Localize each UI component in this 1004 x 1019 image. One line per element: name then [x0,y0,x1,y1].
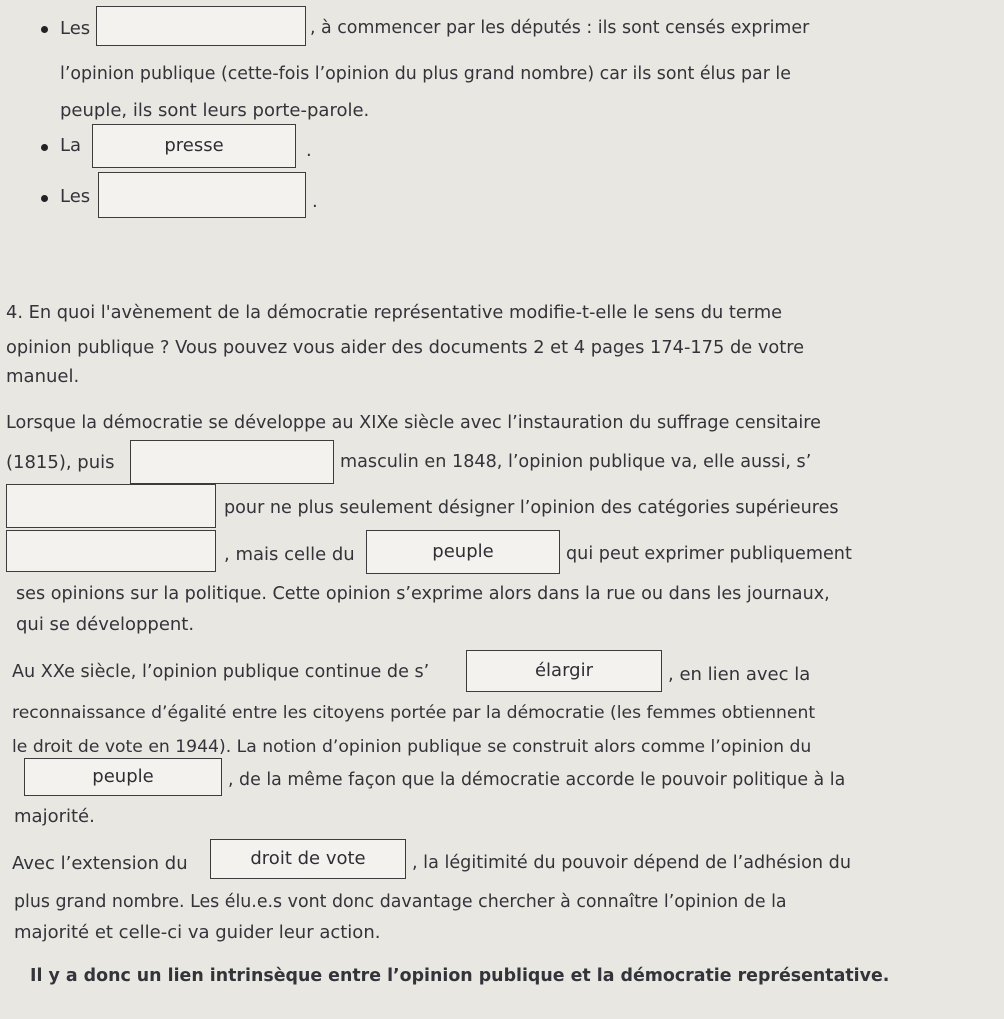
p3-line3: majorité et celle-ci va guider leur action. [14,922,381,943]
bullet2-prefix: La [60,135,82,156]
p2-line3: le droit de vote en 1944). La notion d’opinion publique se construit alors comme l’opinion du [12,737,812,757]
bullet1-cont-line1: l’opinion publique (cette-fois l’opinion du plus grand nombre) car ils sont élus par le [60,64,791,84]
p2-line1b: , en lien avec la [668,664,811,685]
p1-line5: ses opinions sur la politique. Cette opinion s’exprime alors dans la rue ou dans les journaux, [16,584,830,604]
p1-line2b: masculin en 1848, l’opinion publique va, elle aussi, s’ [340,452,812,472]
p2-line4: , de la même façon que la démocratie accorde le pouvoir politique à la [228,770,846,790]
p1-line2a: (1815), puis [6,452,115,473]
bullet3-prefix: Les [60,186,91,207]
question-line1: 4. En quoi l'avènement de la démocratie représentative modifie-t-elle le sens du terme [6,302,783,323]
p1-line1: Lorsque la démocratie se développe au XIXe siècle avec l’instauration du suffrage censitaire [6,413,821,433]
p1-line4b: qui peut exprimer publiquement [566,544,852,564]
answer-box-elargir[interactable] [6,484,216,528]
p1-line3: pour ne plus seulement désigner l’opinion des catégories supérieures [224,498,839,518]
question-line2: opinion publique ? Vous pouvez vous aider des documents 2 et 4 pages 174-175 de votre [6,337,805,358]
answer-box-bullet3[interactable] [98,172,306,218]
answer-box-peuple[interactable]: peuple [366,530,560,574]
bullet2-suffix: . [306,140,312,161]
answer-box-bullet1[interactable] [96,6,306,46]
p3-line2: plus grand nombre. Les élu.e.s vont donc davantage chercher à connaître l’opinion de la [14,892,787,912]
answer-box-categories[interactable] [6,530,216,572]
answer-box-elargir2[interactable]: élargir [466,650,662,692]
bullet-dot [41,195,48,202]
p3-line1b: , la légitimité du pouvoir dépend de l’adhésion du [412,853,851,873]
bullet1-prefix: Les [60,18,91,39]
bullet-dot [41,144,48,151]
p3-line1a: Avec l’extension du [12,853,188,874]
answer-box-peuple2[interactable]: peuple [24,758,222,796]
conclusion: Il y a donc un lien intrinsèque entre l’opinion publique et la démocratie représentative. [30,966,890,986]
p2-line1a: Au XXe siècle, l’opinion publique continue de s’ [12,662,430,682]
p2-line5: majorité. [14,806,95,827]
bullet1-cont-line2: peuple, ils sont leurs porte-parole. [60,100,370,121]
answer-box-bullet2[interactable]: presse [92,124,296,168]
p2-line2: reconnaissance d’égalité entre les citoyens portée par la démocratie (les femmes obtiennent [12,703,816,723]
answer-box-droit-de-vote[interactable]: droit de vote [210,839,406,879]
question-line3: manuel. [6,366,80,387]
bullet1-suffix: , à commencer par les députés : ils sont censés exprimer [310,18,810,38]
answer-box-suffrage[interactable] [130,440,334,484]
p1-line4a: , mais celle du [224,544,355,565]
p1-line6: qui se développent. [16,614,195,635]
bullet-dot [41,26,48,33]
bullet3-suffix: . [312,191,318,212]
